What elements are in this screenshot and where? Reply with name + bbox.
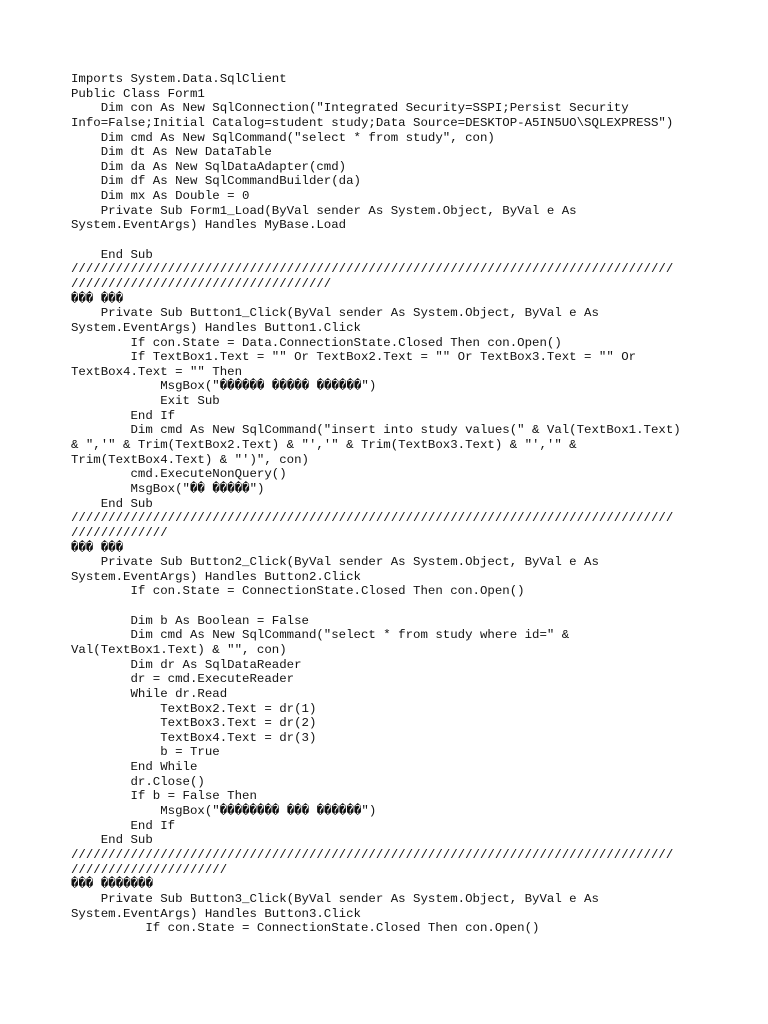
code-line: If b = False Then	[71, 789, 257, 804]
code-line: dr.Close()	[71, 774, 205, 789]
code-line: End Sub	[71, 496, 153, 511]
blank-line	[71, 599, 711, 614]
code-line: dr = cmd.ExecuteReader	[71, 672, 295, 687]
code-line: End If	[71, 408, 176, 423]
code-line: If con.State = ConnectionState.Closed Then con.Open()	[71, 921, 540, 936]
code-line: ��� ���	[71, 291, 124, 306]
code-line: Val(TextBox1.Text) & "", con)	[71, 642, 287, 657]
code-line: TextBox3.Text = dr(2)	[71, 716, 317, 731]
code-line: TextBox4.Text = dr(3)	[71, 730, 317, 745]
code-line: /////////////	[71, 525, 168, 540]
code-line: Private Sub Form1_Load(ByVal sender As System.Object, ByVal e As	[71, 203, 577, 218]
code-line: MsgBox("�������� ��� ������")	[71, 804, 377, 819]
code-line: If TextBox1.Text = "" Or TextBox2.Text = "" Or TextBox3.Text = "" Or	[71, 350, 637, 365]
code-line: Dim dt As New DataTable	[71, 145, 272, 160]
code-line: MsgBox("������ ����� ������")	[71, 379, 377, 394]
code-line: TextBox4.Text = "" Then	[71, 364, 243, 379]
blank-line	[71, 233, 711, 248]
code-line: Dim cmd As New SqlCommand("insert into study values(" & Val(TextBox1.Text)	[71, 423, 681, 438]
code-line: While dr.Read	[71, 686, 228, 701]
code-line: Dim cmd As New SqlCommand("select * from study where id=" &	[71, 628, 570, 643]
code-line: End Sub	[71, 247, 153, 262]
code-line: Imports System.Data.SqlClient	[71, 72, 287, 86]
code-line: /////////////////////////////////////////////////////////////////////////////////	[71, 847, 674, 862]
code-line: End While	[71, 760, 198, 775]
code-line: Dim con As New SqlConnection("Integrated Security=SSPI;Persist Security	[71, 101, 629, 116]
code-line: If con.State = Data.ConnectionState.Closed Then con.Open()	[71, 335, 562, 350]
code-line: System.EventArgs) Handles MyBase.Load	[71, 218, 347, 233]
code-line: /////////////////////////////////////////////////////////////////////////////////	[71, 511, 674, 526]
code-line: ��� ���	[71, 540, 124, 555]
code-line: cmd.ExecuteNonQuery()	[71, 467, 287, 482]
code-line: Private Sub Button3_Click(ByVal sender As System.Object, ByVal e As	[71, 891, 599, 906]
code-line: Private Sub Button1_Click(ByVal sender As System.Object, ByVal e As	[71, 306, 599, 321]
code-line: System.EventArgs) Handles Button1.Click	[71, 320, 361, 335]
code-line: ///////////////////////////////////	[71, 276, 339, 291]
code-line: Trim(TextBox4.Text) & "')", con)	[71, 452, 309, 467]
code-listing	[71, 72, 711, 936]
code-line: b = True	[71, 745, 220, 760]
code-line: Dim b As Boolean = False	[71, 613, 309, 628]
code-line: Dim mx As Double = 0	[71, 189, 250, 204]
code-line: If con.State = ConnectionState.Closed Then con.Open()	[71, 584, 525, 599]
code-line: Public Class Form1	[71, 86, 205, 101]
code-line: MsgBox("�� �����")	[71, 481, 265, 496]
code-line: /////////////////////////////////////////////////////////////////////////////////	[71, 262, 674, 277]
code-line: Dim da As New SqlDataAdapter(cmd)	[71, 159, 347, 174]
code-line: End If	[71, 818, 176, 833]
code-line: & ",'" & Trim(TextBox2.Text) & "','" & Trim(TextBox3.Text) & "','" &	[71, 438, 577, 453]
code-line: Private Sub Button2_Click(ByVal sender As System.Object, ByVal e As	[71, 555, 599, 570]
code-line: ��� �������	[71, 877, 154, 892]
code-line: System.EventArgs) Handles Button3.Click	[71, 906, 361, 921]
code-line: Exit Sub	[71, 394, 220, 409]
code-line: Dim cmd As New SqlCommand("select * from study", con)	[71, 130, 495, 145]
code-line: TextBox2.Text = dr(1)	[71, 701, 317, 716]
code-line: Info=False;Initial Catalog=student study;Data Source=DESKTOP-A5IN5UO\SQLEXPRESS")	[71, 115, 674, 130]
code-line: /////////////////////	[71, 862, 228, 877]
code-line: System.EventArgs) Handles Button2.Click	[71, 569, 361, 584]
code-line: Dim df As New SqlCommandBuilder(da)	[71, 174, 361, 189]
code-line: Dim dr As SqlDataReader	[71, 657, 302, 672]
code-line: End Sub	[71, 833, 153, 848]
